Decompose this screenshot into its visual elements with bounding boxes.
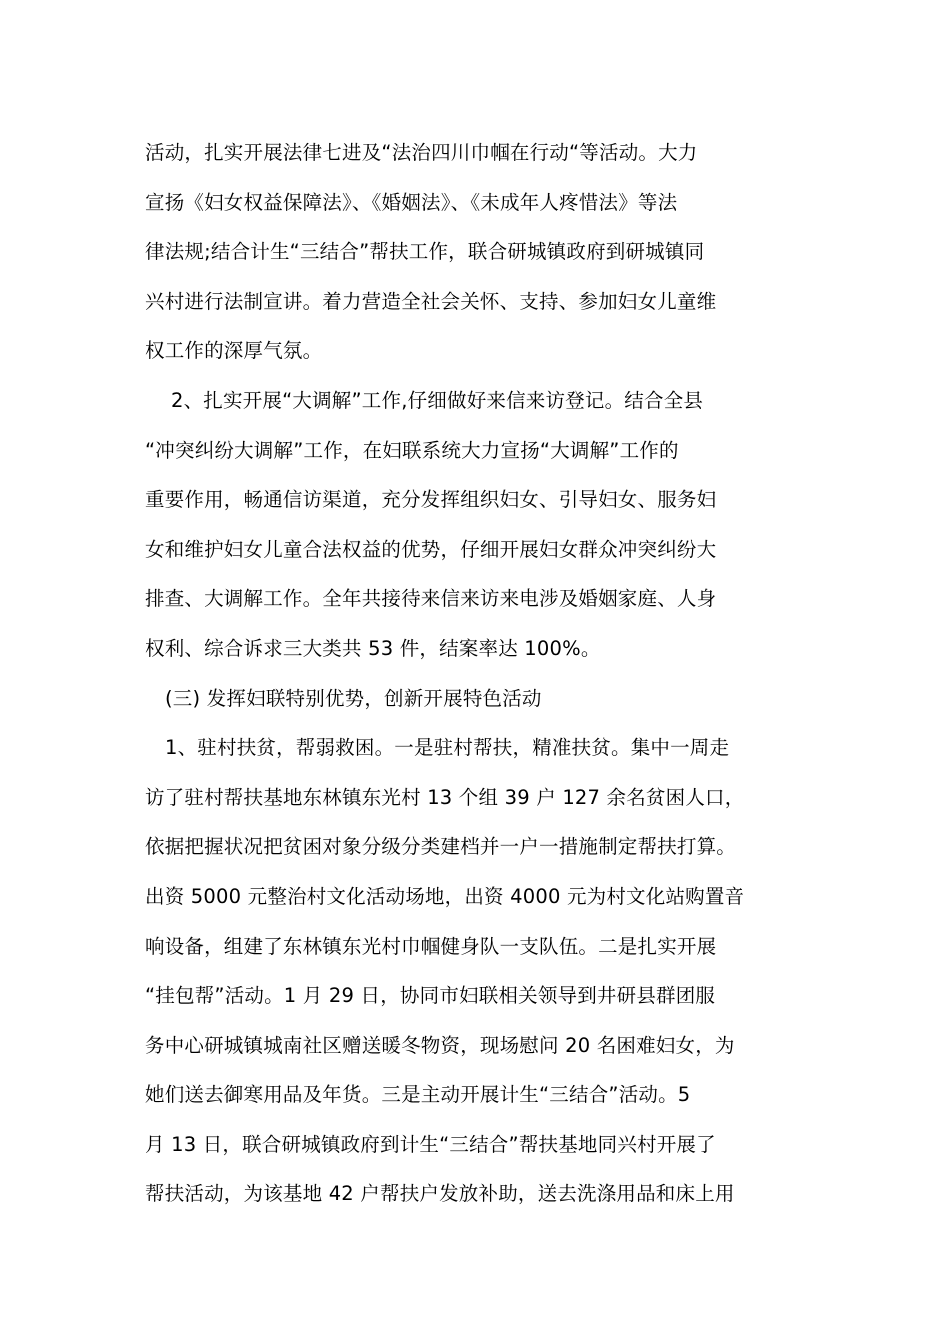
body-text	[145, 128, 835, 1219]
text-line: 出资 5000 元整治村文化活动场地，出资 4000 元为村文化站购置音	[145, 884, 745, 908]
text-line: 她们送去御寒用品及年货。三是主动开展计生“三结合”活动。5	[145, 1083, 691, 1107]
text-line: 1、驻村扶贫，帮弱救困。一是驻村帮扶，精准扶贫。集中一周走	[165, 736, 730, 760]
text-line: 排查、大调解工作。全年共接待来信来访来电涉及婚姻家庭、人身	[145, 587, 717, 611]
text-line: 重要作用，畅通信访渠道，充分发挥组织妇女、引导妇女、服务妇	[145, 488, 717, 512]
section-heading: (三) 发挥妇联特别优势，创新开展特色活动	[165, 686, 542, 710]
text-line: 活动，扎实开展法律七进及“法治四川巾帼在行动“等活动。大力	[145, 141, 698, 164]
text-line: 依据把握状况把贫困对象分级分类建档并一户一措施制定帮扶打算。	[145, 835, 737, 859]
text-line: “挂包帮”活动。1 月 29 日，协同市妇联相关领导到井研县群团服	[145, 984, 716, 1008]
text-line: 宣扬《妇女权益保障法》、《婚姻法》、《未成年人疼惜法》等法	[145, 190, 678, 214]
text-line: 务中心研城镇城南社区赠送暖冬物资，现场慰问 20 名困难妇女，为	[145, 1033, 735, 1057]
text-line: 月 13 日，联合研城镇政府到计生“三结合”帮扶基地同兴村开展了	[145, 1132, 716, 1156]
text-line: “冲突纠纷大调解”工作，在妇联系统大力宣扬“大调解”工作的	[145, 438, 679, 462]
text-line: 律法规;结合计生“三结合”帮扶工作，联合研城镇政府到研城镇同	[145, 240, 705, 264]
text-line: 兴村进行法制宣讲。着力营造全社会关怀、支持、参加妇女儿童维	[145, 289, 717, 313]
text-line: 2、扎实开展“大调解”工作,仔细做好来信来访登记。结合全县	[171, 388, 704, 412]
text-line: 女和维护妇女儿童合法权益的优势，仔细开展妇女群众冲突纠纷大	[145, 537, 717, 561]
text-line: 帮扶活动，为该基地 42 户帮扶户发放补助，送去洗涤用品和床上用	[145, 1182, 735, 1206]
text-line: 响设备，组建了东林镇东光村巾帼健身队一支队伍。二是扎实开展	[145, 934, 717, 958]
text-line: 访了驻村帮扶基地东林镇东光村 13 个组 39 户 127 余名贫困人口，	[145, 785, 745, 809]
text-line: 权工作的深厚气氛。	[145, 339, 323, 363]
text-line: 权利、综合诉求三大类共 53 件，结案率达 100%。	[145, 636, 601, 660]
